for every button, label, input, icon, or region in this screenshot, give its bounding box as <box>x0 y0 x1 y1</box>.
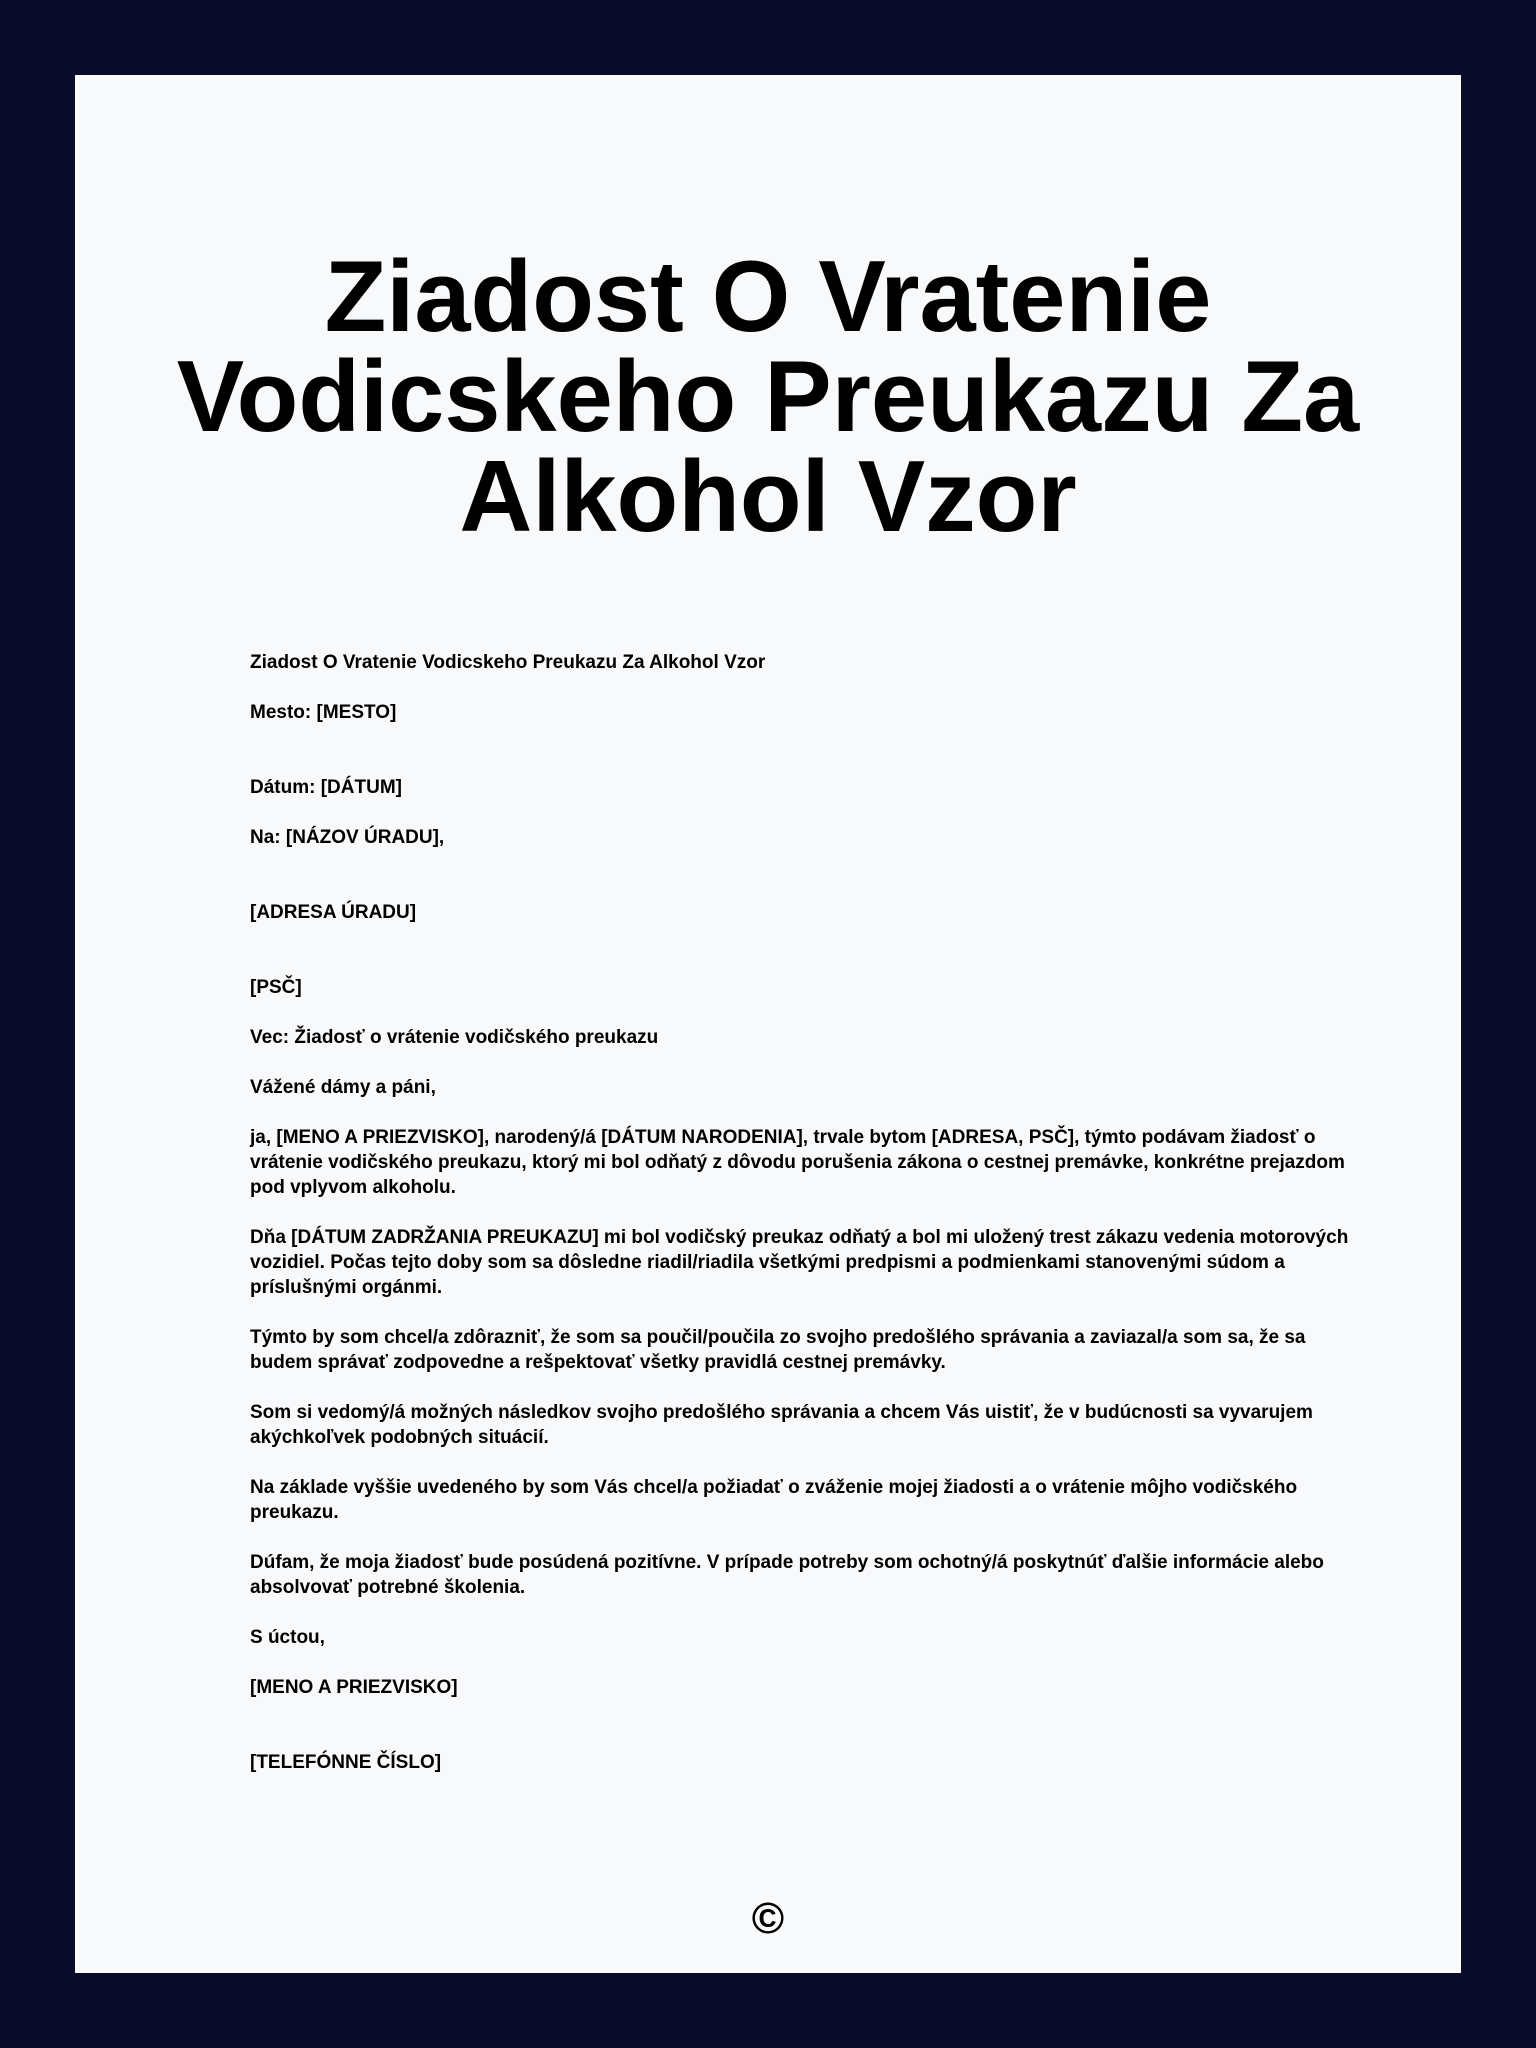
postal-code: [PSČ] <box>250 977 302 998</box>
subject-line: Vec: Žiadosť o vrátenie vodičského preukazu <box>250 1027 659 1048</box>
paragraph: Na základe vyššie uvedeného by som Vás chcel/a požiadať o zváženie mojej žiadosti a o vrátenie môjho vodičského preukazu. <box>250 1477 1303 1523</box>
letter-heading: Ziadost O Vratenie Vodicskeho Preukazu Za Alkohol Vzor <box>250 652 766 673</box>
letter-body <box>250 650 1360 1775</box>
document-title: Ziadost O Vratenie Vodicskeho Preukazu Za Alkohol Vzor <box>176 241 1360 553</box>
phone-number: [TELEFÓNNE ČÍSLO] <box>250 1752 442 1773</box>
paragraph: Dňa [DÁTUM ZADRŽANIA PREUKAZU] mi bol vodičský preukaz odňatý a bol mi uložený trest zákazu vedenia motorových vozidiel. Počas tejto doby som sa dôsledne riadil/riadila všetkými predpismi a podmienkami stanovenými súdom a príslušnými orgánmi. <box>250 1227 1354 1298</box>
closing: S úctou, <box>250 1627 325 1648</box>
paragraph: Týmto by som chcel/a zdôrazniť, že som sa poučil/poučila zo svojho predošlého správania a zaviazal/a som sa, že sa budem správať zodpovedne a rešpektovať všetky pravidlá cestnej premávky. <box>250 1327 1311 1373</box>
office-address: [ADRESA ÚRADU] <box>250 902 417 923</box>
paragraph: ja, [MENO A PRIEZVISKO], narodený/á [DÁTUM NARODENIA], trvale bytom [ADRESA, PSČ], týmto podávam žiadosť o vrátenie vodičského preukazu, ktorý mi bol odňatý z dôvodu porušenia zákona o cestnej premávke, konkrétne prejazdom pod vplyvom alkoholu. <box>250 1127 1351 1198</box>
copyright-icon: © <box>751 1894 785 1943</box>
salutation: Vážené dámy a páni, <box>250 1077 436 1098</box>
city-line: Mesto: [MESTO] <box>250 702 397 723</box>
signature-name: [MENO A PRIEZVISKO] <box>250 1677 458 1698</box>
paragraph: Dúfam, že moja žiadosť bude posúdená pozitívne. V prípade potreby som ochotný/á poskytnúť ďalšie informácie alebo absolvovať potrebné školenia. <box>250 1552 1330 1598</box>
paragraph: Som si vedomý/á možných následkov svojho predošlého správania a chcem Vás uistiť, že v budúcnosti sa vyvarujem akýchkoľvek podobných situácií. <box>250 1402 1319 1448</box>
date-line: Dátum: [DÁTUM] <box>250 777 402 798</box>
recipient-line: Na: [NÁZOV ÚRADU], <box>250 827 445 848</box>
document-page <box>75 75 1461 1973</box>
